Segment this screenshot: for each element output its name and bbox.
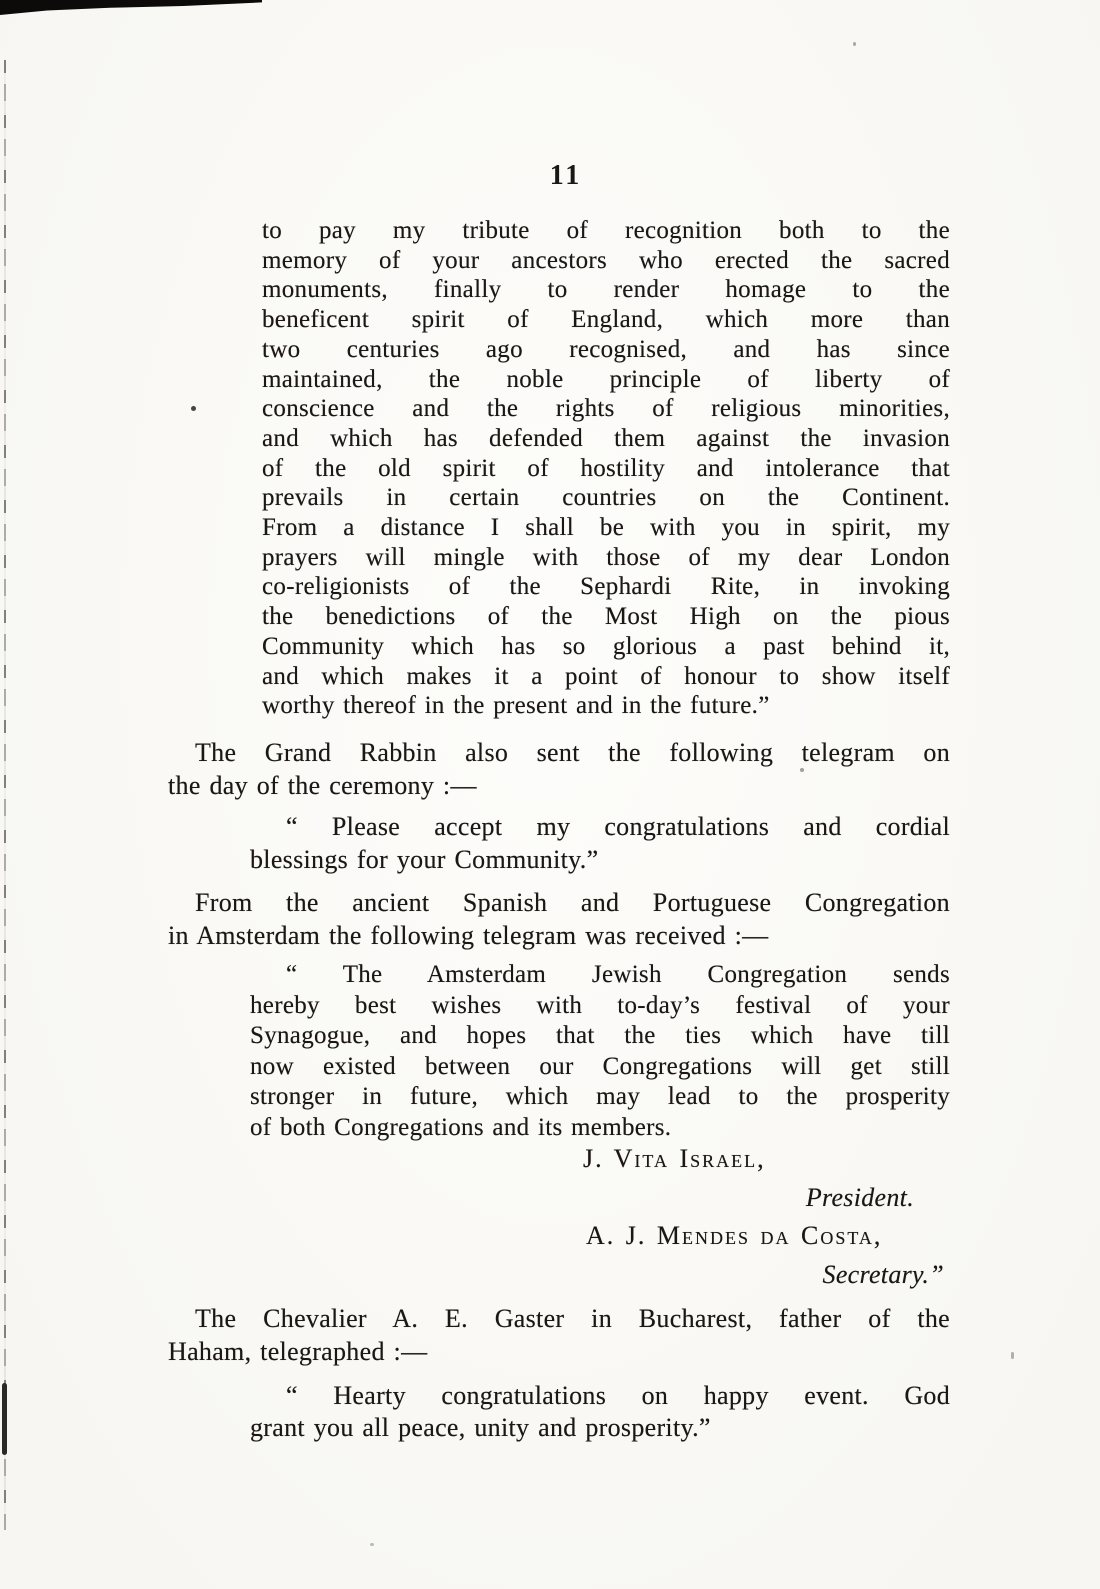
- signature-title: President.: [805, 1182, 914, 1212]
- ink-speck: [370, 1543, 374, 1546]
- telegram-quote-line: blessings for your Community.”: [250, 845, 599, 874]
- paragraph-line: The Grand Rabbin also sent the following telegram on: [195, 738, 950, 767]
- telegram-quote-line: maintained, the noble principle of liberty of: [262, 365, 950, 393]
- scan-edge-black-bar: [0, 0, 262, 15]
- telegram-quote-line: of the old spirit of hostility and intolerance that: [262, 454, 950, 482]
- telegram-quote-line: the benedictions of the Most High on the pious: [262, 603, 950, 631]
- telegram-quote-line: Synagogue, and hopes that the ties which have till: [250, 1022, 950, 1049]
- telegram-quote-line: “ Please accept my congratulations and cordial: [286, 812, 950, 841]
- telegram-quote-line: hereby best wishes with to-day’s festival of your: [250, 991, 950, 1019]
- telegram-quote-line: worthy thereof in the present and in the future.”: [262, 692, 770, 720]
- telegram-quote-amsterdam: [250, 960, 950, 1143]
- paragraph-line: Haham, telegraphed :—: [168, 1337, 428, 1366]
- telegram-quote-continuation: [262, 216, 950, 721]
- page-number: 11: [549, 160, 583, 191]
- telegram-quote-line: From a distance I shall be with you in spirit, my: [262, 514, 950, 542]
- scan-edge-line-heavy-segment: [2, 1383, 7, 1455]
- telegram-quote-line: “ The Amsterdam Jewish Congregation sends: [286, 961, 950, 988]
- telegram-quote-line: monuments, finally to render homage to the: [262, 276, 950, 304]
- paragraph-line: From the ancient Spanish and Portuguese Congregation: [195, 888, 950, 917]
- telegram-quote-line: stronger in future, which may lead to the prosperity: [250, 1083, 950, 1110]
- telegram-quote-line: and which makes it a point of honour to show itself: [262, 662, 950, 690]
- telegram-signatures: [168, 1140, 950, 1294]
- telegram-quote-line: prevails in certain countries on the Continent.: [262, 484, 950, 512]
- telegram-quote-line: and which has defended them against the invasion: [262, 424, 950, 452]
- paragraph-line: in Amsterdam the following telegram was received :—: [168, 921, 769, 950]
- telegram-quote-line: Community which has so glorious a past behind it,: [262, 632, 950, 660]
- telegram-quote-line: conscience and the rights of religious minorities,: [262, 395, 950, 423]
- paragraph-line: the day of the ceremony :—: [168, 771, 477, 800]
- telegram-quote-line: prayers will mingle with those of my dear London: [262, 543, 950, 571]
- telegram-quote-line: “ Hearty congratulations on happy event. God: [286, 1381, 950, 1410]
- signature-name: J. Vita Israel,: [583, 1144, 766, 1173]
- telegram-quote-gaster: [250, 1380, 950, 1444]
- ink-speck: [191, 406, 196, 411]
- signature-name: A. J. Mendes da Costa,: [586, 1221, 883, 1250]
- telegram-quote-line: two centuries ago recognised, and has since: [262, 335, 950, 363]
- paragraph-amsterdam-congregation: [168, 886, 950, 952]
- telegram-quote-line: memory of your ancestors who erected the sacred: [262, 246, 950, 274]
- ink-speck: [853, 42, 856, 46]
- telegram-quote-line: now existed between our Congregations will get still: [250, 1052, 950, 1080]
- telegram-quote-line: beneficent spirit of England, which more than: [262, 306, 950, 334]
- paragraph-chevalier-gaster: [168, 1302, 950, 1368]
- signature-title: Secretary.”: [822, 1259, 944, 1289]
- scan-edge-broken-line: [4, 60, 6, 1530]
- telegram-quote-line: co-religionists of the Sephardi Rite, in invoking: [262, 573, 950, 601]
- ink-speck: [1011, 1352, 1014, 1359]
- telegram-quote-line: to pay my tribute of recognition both to the: [262, 217, 950, 244]
- telegram-quote-grand-rabbin: [250, 810, 950, 876]
- telegram-quote-line: grant you all peace, unity and prosperity.”: [250, 1413, 711, 1442]
- paragraph-line: The Chevalier A. E. Gaster in Bucharest, father of the: [195, 1304, 950, 1333]
- telegram-quote-line: of both Congregations and its members.: [250, 1113, 672, 1141]
- paragraph-grand-rabbin: [168, 736, 950, 802]
